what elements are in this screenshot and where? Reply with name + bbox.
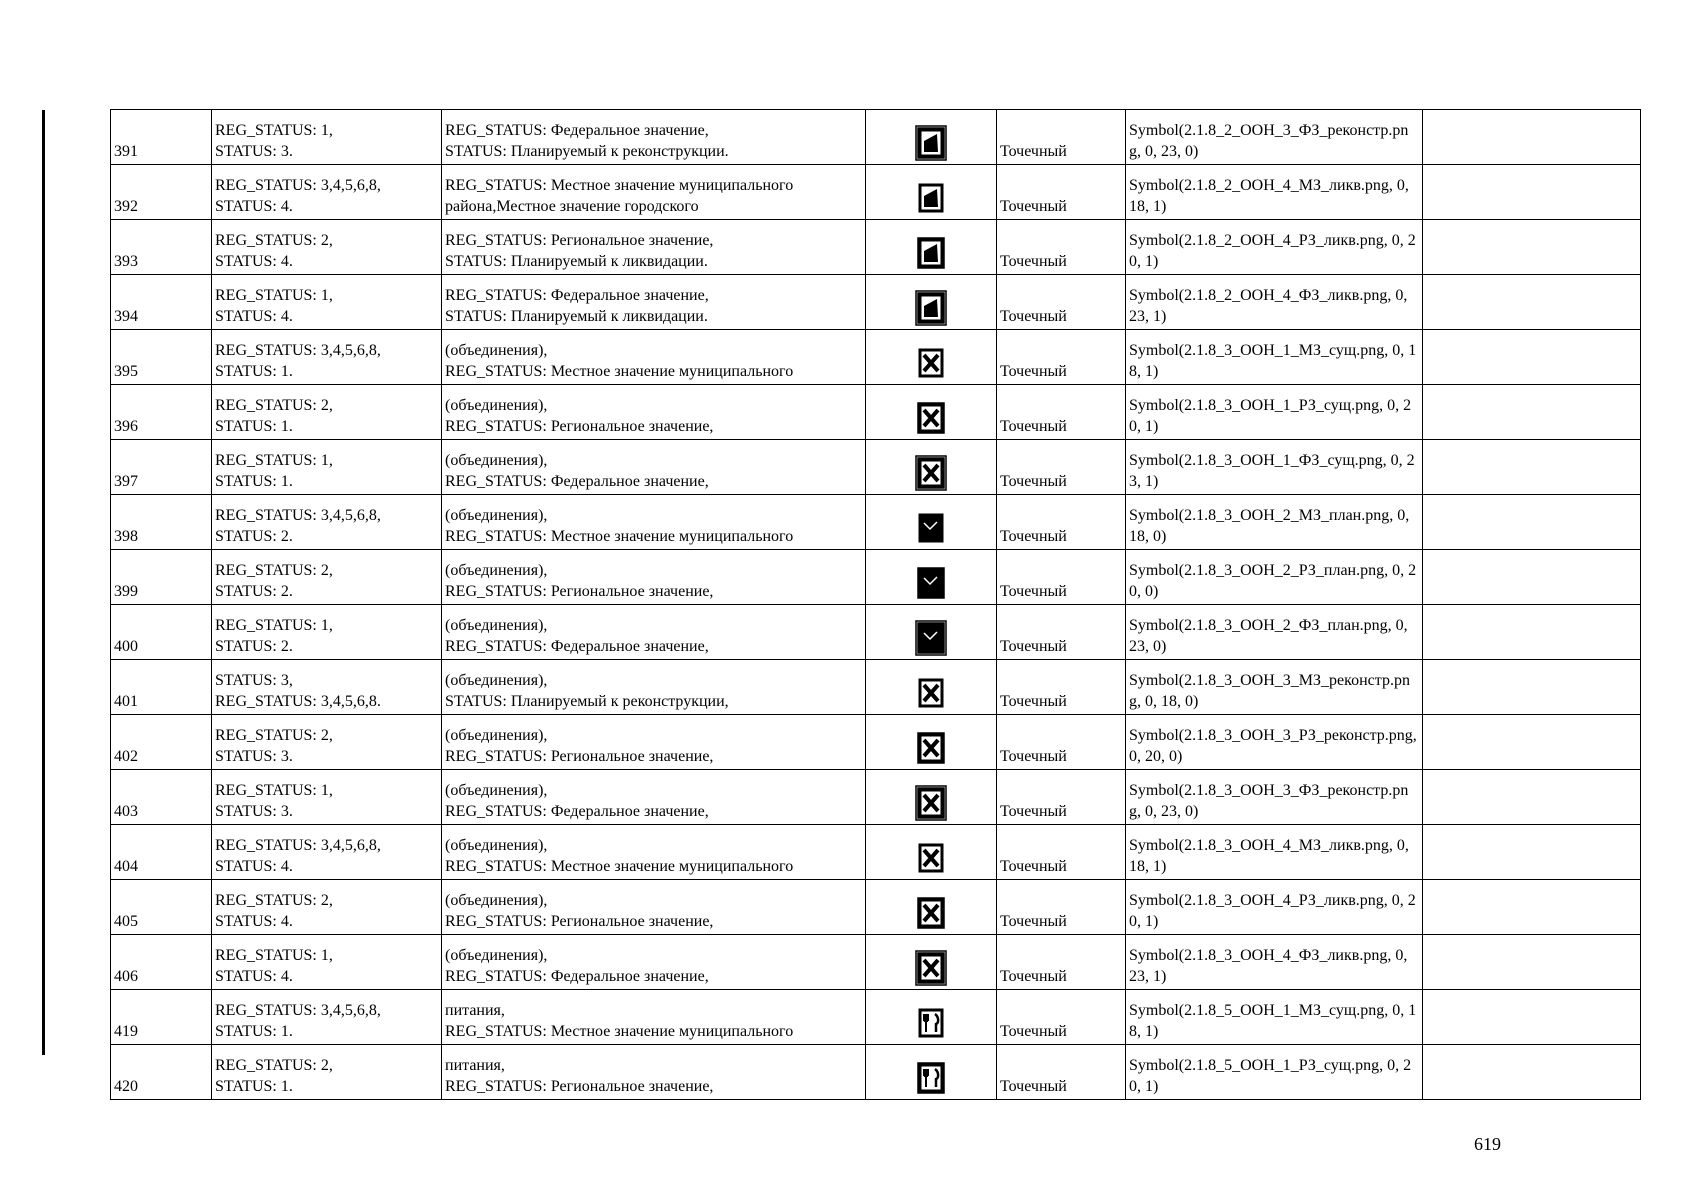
description-cell (442, 440, 866, 495)
status-condition-cell (212, 220, 442, 275)
cross-box-reconstruct-local-icon (915, 674, 947, 712)
description-line: (объединения), (445, 507, 548, 524)
status-condition-cell (212, 495, 442, 550)
status-condition-line: REG_STATUS: 1, (215, 287, 333, 304)
description-cell (442, 660, 866, 715)
description-cell (442, 715, 866, 770)
description-line: (объединения), (445, 397, 548, 414)
status-condition-cell (212, 550, 442, 605)
status-condition-cell (212, 660, 442, 715)
row-number: 402 (111, 715, 212, 770)
symbol-definition-cell: Symbol(2.1.8_5_ООН_1_МЗ_сущ.png, 0, 18, 1) (1126, 990, 1423, 1045)
status-condition-line: STATUS: 3. (215, 143, 293, 160)
row-number: 395 (111, 330, 212, 385)
status-condition-line: STATUS: 2. (215, 583, 293, 600)
symbol-preview-cell (866, 440, 997, 495)
description-cell (442, 220, 866, 275)
geometry-type-cell: Точечный (997, 715, 1126, 770)
symbol-definition-cell: Symbol(2.1.8_2_ООН_3_ФЗ_реконстр.png, 0, 23, 0) (1126, 110, 1423, 165)
symbol-preview-cell (866, 220, 997, 275)
description-line: REG_STATUS: Региональное значение, (445, 913, 714, 930)
symbol-definition-cell: Symbol(2.1.8_5_ООН_1_РЗ_сущ.png, 0, 20, 1) (1126, 1045, 1423, 1100)
symbol-preview-cell (866, 715, 997, 770)
empty-cell (1423, 550, 1641, 605)
geometry-type-cell: Точечный (997, 110, 1126, 165)
description-line: питания, (445, 1002, 505, 1019)
symbol-definition-cell: Symbol(2.1.8_2_ООН_4_РЗ_ликв.png, 0, 20, 1) (1126, 220, 1423, 275)
status-condition-cell (212, 880, 442, 935)
status-condition-cell (212, 275, 442, 330)
symbol-preview-cell (866, 110, 997, 165)
table-row (111, 165, 1641, 220)
description-cell (442, 990, 866, 1045)
description-cell (442, 330, 866, 385)
status-condition-line: REG_STATUS: 2, (215, 562, 333, 579)
status-condition-line: STATUS: 1. (215, 1078, 293, 1095)
table-row (111, 495, 1641, 550)
symbol-definition-cell: Symbol(2.1.8_3_ООН_2_ФЗ_план.png, 0, 23, 0) (1126, 605, 1423, 660)
geometry-type-cell: Точечный (997, 385, 1126, 440)
empty-cell (1423, 275, 1641, 330)
symbol-preview-cell (866, 880, 997, 935)
status-condition-line: REG_STATUS: 2, (215, 892, 333, 909)
building-reconstruct-federal-icon (915, 124, 947, 162)
empty-cell (1423, 165, 1641, 220)
table-row (111, 605, 1641, 660)
geometry-type-cell: Точечный (997, 935, 1126, 990)
empty-cell (1423, 330, 1641, 385)
status-condition-line: REG_STATUS: 2, (215, 727, 333, 744)
description-cell (442, 605, 866, 660)
filled-box-planned-regional-icon (915, 564, 947, 602)
symbol-preview-cell (866, 660, 997, 715)
description-line: REG_STATUS: Региональное значение, (445, 583, 714, 600)
description-cell (442, 825, 866, 880)
table-row (111, 1045, 1641, 1100)
symbol-preview-cell (866, 605, 997, 660)
symbol-preview-cell (866, 330, 997, 385)
description-line: (объединения), (445, 837, 548, 854)
status-condition-line: REG_STATUS: 3,4,5,6,8, (215, 1002, 381, 1019)
description-line: REG_STATUS: Региональное значение, (445, 748, 714, 765)
row-number: 403 (111, 770, 212, 825)
row-number: 396 (111, 385, 212, 440)
empty-cell (1423, 935, 1641, 990)
symbol-definition-cell: Symbol(2.1.8_3_ООН_4_МЗ_ликв.png, 0, 18, 1) (1126, 825, 1423, 880)
table-row (111, 550, 1641, 605)
cross-box-existing-federal-icon (915, 454, 947, 492)
description-line: REG_STATUS: Федеральное значение, (445, 968, 709, 985)
row-number: 400 (111, 605, 212, 660)
fork-knife-existing-local-icon (915, 1004, 947, 1042)
row-number: 420 (111, 1045, 212, 1100)
description-line: STATUS: Планируемый к ликвидации. (445, 308, 708, 325)
symbol-preview-cell (866, 165, 997, 220)
empty-cell (1423, 110, 1641, 165)
description-cell (442, 385, 866, 440)
status-condition-cell (212, 385, 442, 440)
description-line: REG_STATUS: Федеральное значение, (445, 122, 709, 139)
description-cell (442, 770, 866, 825)
description-cell (442, 1045, 866, 1100)
geometry-type-cell: Точечный (997, 770, 1126, 825)
status-condition-line: REG_STATUS: 3,4,5,6,8, (215, 837, 381, 854)
table-row (111, 330, 1641, 385)
description-line: (объединения), (445, 782, 548, 799)
status-condition-line: STATUS: 4. (215, 308, 293, 325)
status-condition-line: STATUS: 4. (215, 253, 293, 270)
building-liquidate-regional-icon (915, 234, 947, 272)
description-cell (442, 110, 866, 165)
row-number: 392 (111, 165, 212, 220)
empty-cell (1423, 495, 1641, 550)
description-line: REG_STATUS: Федеральное значение, (445, 287, 709, 304)
row-number: 394 (111, 275, 212, 330)
cross-box-reconstruct-federal-icon (915, 784, 947, 822)
geometry-type-cell: Точечный (997, 825, 1126, 880)
symbol-preview-cell (866, 825, 997, 880)
empty-cell (1423, 220, 1641, 275)
empty-cell (1423, 385, 1641, 440)
table-row (111, 275, 1641, 330)
status-condition-line: STATUS: 3. (215, 803, 293, 820)
description-line: STATUS: Планируемый к ликвидации. (445, 253, 708, 270)
geometry-type-cell: Точечный (997, 440, 1126, 495)
table-row (111, 440, 1641, 495)
description-line: STATUS: Планируемый к реконструкции. (445, 143, 729, 160)
symbol-table (110, 109, 1641, 1100)
status-condition-line: STATUS: 2. (215, 528, 293, 545)
description-line: STATUS: Планируемый к реконструкции, (445, 693, 729, 710)
description-cell (442, 275, 866, 330)
status-condition-line: REG_STATUS: 2, (215, 397, 333, 414)
geometry-type-cell: Точечный (997, 880, 1126, 935)
status-condition-line: STATUS: 3, (215, 672, 293, 689)
description-line: REG_STATUS: Местное значение муниципального (445, 1023, 794, 1040)
geometry-type-cell: Точечный (997, 660, 1126, 715)
table-row (111, 990, 1641, 1045)
row-number: 419 (111, 990, 212, 1045)
page-number: 619 (1474, 1134, 1501, 1154)
description-cell (442, 495, 866, 550)
status-condition-cell (212, 1045, 442, 1100)
empty-cell (1423, 825, 1641, 880)
symbol-definition-cell: Symbol(2.1.8_3_ООН_2_РЗ_план.png, 0, 20, 0) (1126, 550, 1423, 605)
table-row (111, 935, 1641, 990)
status-condition-cell (212, 825, 442, 880)
status-condition-line: STATUS: 4. (215, 858, 293, 875)
symbol-definition-cell: Symbol(2.1.8_3_ООН_3_РЗ_реконстр.png, 0, 20, 0) (1126, 715, 1423, 770)
status-condition-line: STATUS: 1. (215, 473, 293, 490)
status-condition-line: STATUS: 1. (215, 418, 293, 435)
symbol-definition-cell: Symbol(2.1.8_3_ООН_1_МЗ_сущ.png, 0, 18, 1) (1126, 330, 1423, 385)
row-number: 405 (111, 880, 212, 935)
status-condition-line: REG_STATUS: 3,4,5,6,8, (215, 507, 381, 524)
status-condition-cell (212, 165, 442, 220)
description-line: REG_STATUS: Региональное значение, (445, 1078, 714, 1095)
status-condition-line: REG_STATUS: 1, (215, 122, 333, 139)
table-row (111, 660, 1641, 715)
description-line: REG_STATUS: Местное значение муниципального (445, 858, 794, 875)
description-line: (объединения), (445, 947, 548, 964)
row-number: 399 (111, 550, 212, 605)
status-condition-cell (212, 110, 442, 165)
status-condition-line: STATUS: 4. (215, 198, 293, 215)
status-condition-line: STATUS: 2. (215, 638, 293, 655)
row-number: 401 (111, 660, 212, 715)
status-condition-line: REG_STATUS: 3,4,5,6,8, (215, 177, 381, 194)
table-row (111, 770, 1641, 825)
description-line: REG_STATUS: Местное значение муниципального (445, 177, 794, 194)
description-line: района,Местное значение городского (445, 198, 699, 215)
description-line: REG_STATUS: Региональное значение, (445, 418, 714, 435)
empty-cell (1423, 880, 1641, 935)
symbol-preview-cell (866, 935, 997, 990)
left-margin-rule (42, 110, 45, 1055)
symbol-preview-cell (866, 990, 997, 1045)
cross-box-liquidate-federal-icon (915, 949, 947, 987)
symbol-definition-cell: Symbol(2.1.8_3_ООН_4_РЗ_ликв.png, 0, 20, 1) (1126, 880, 1423, 935)
geometry-type-cell: Точечный (997, 330, 1126, 385)
cross-box-existing-regional-icon (915, 399, 947, 437)
empty-cell (1423, 1045, 1641, 1100)
description-line: (объединения), (445, 892, 548, 909)
symbol-definition-cell: Symbol(2.1.8_3_ООН_3_МЗ_реконстр.png, 0, 18, 0) (1126, 660, 1423, 715)
geometry-type-cell: Точечный (997, 605, 1126, 660)
status-condition-line: REG_STATUS: 3,4,5,6,8, (215, 342, 381, 359)
geometry-type-cell: Точечный (997, 990, 1126, 1045)
status-condition-line: REG_STATUS: 2, (215, 232, 333, 249)
status-condition-cell (212, 605, 442, 660)
row-number: 398 (111, 495, 212, 550)
table-row (111, 220, 1641, 275)
symbol-preview-cell (866, 495, 997, 550)
geometry-type-cell: Точечный (997, 1045, 1126, 1100)
empty-cell (1423, 660, 1641, 715)
geometry-type-cell: Точечный (997, 550, 1126, 605)
fork-knife-existing-regional-icon (915, 1059, 947, 1097)
symbol-definition-cell: Symbol(2.1.8_3_ООН_3_ФЗ_реконстр.png, 0, 23, 0) (1126, 770, 1423, 825)
status-condition-cell (212, 440, 442, 495)
status-condition-cell (212, 990, 442, 1045)
symbol-definition-cell: Symbol(2.1.8_3_ООН_2_МЗ_план.png, 0, 18, 0) (1126, 495, 1423, 550)
empty-cell (1423, 715, 1641, 770)
row-number: 391 (111, 110, 212, 165)
cross-box-liquidate-local-icon (915, 839, 947, 877)
status-condition-cell (212, 715, 442, 770)
symbol-preview-cell (866, 1045, 997, 1100)
status-condition-line: STATUS: 3. (215, 748, 293, 765)
table-row (111, 110, 1641, 165)
geometry-type-cell: Точечный (997, 165, 1126, 220)
description-line: питания, (445, 1057, 505, 1074)
empty-cell (1423, 770, 1641, 825)
symbol-definition-cell: Symbol(2.1.8_3_ООН_1_ФЗ_сущ.png, 0, 23, 1) (1126, 440, 1423, 495)
status-condition-cell (212, 330, 442, 385)
building-liquidate-federal-icon (915, 289, 947, 327)
description-line: REG_STATUS: Федеральное значение, (445, 638, 709, 655)
status-condition-line: REG_STATUS: 1, (215, 947, 333, 964)
symbol-definition-cell: Symbol(2.1.8_2_ООН_4_МЗ_ликв.png, 0, 18, 1) (1126, 165, 1423, 220)
symbol-definition-cell: Symbol(2.1.8_2_ООН_4_ФЗ_ликв.png, 0, 23, 1) (1126, 275, 1423, 330)
table-row (111, 825, 1641, 880)
description-line: REG_STATUS: Федеральное значение, (445, 803, 709, 820)
filled-box-planned-local-icon (915, 509, 947, 547)
symbol-preview-cell (866, 770, 997, 825)
building-liquidate-local-icon (915, 179, 947, 217)
empty-cell (1423, 605, 1641, 660)
status-condition-line: STATUS: 4. (215, 968, 293, 985)
geometry-type-cell: Точечный (997, 275, 1126, 330)
description-cell (442, 550, 866, 605)
description-line: (объединения), (445, 452, 548, 469)
cross-box-existing-local-icon (915, 344, 947, 382)
status-condition-line: REG_STATUS: 1, (215, 452, 333, 469)
description-line: (объединения), (445, 672, 548, 689)
row-number: 404 (111, 825, 212, 880)
row-number: 397 (111, 440, 212, 495)
table-row (111, 385, 1641, 440)
status-condition-line: STATUS: 4. (215, 913, 293, 930)
geometry-type-cell: Точечный (997, 220, 1126, 275)
status-condition-line: REG_STATUS: 2, (215, 1057, 333, 1074)
status-condition-line: REG_STATUS: 1, (215, 617, 333, 634)
symbol-definition-cell: Symbol(2.1.8_3_ООН_1_РЗ_сущ.png, 0, 20, 1) (1126, 385, 1423, 440)
table-row (111, 880, 1641, 935)
description-line: (объединения), (445, 617, 548, 634)
symbol-preview-cell (866, 550, 997, 605)
status-condition-line: REG_STATUS: 1, (215, 782, 333, 799)
description-line: (объединения), (445, 342, 548, 359)
row-number: 406 (111, 935, 212, 990)
description-line: REG_STATUS: Региональное значение, (445, 232, 714, 249)
description-cell (442, 935, 866, 990)
description-line: (объединения), (445, 727, 548, 744)
cross-box-liquidate-regional-icon (915, 894, 947, 932)
status-condition-line: STATUS: 1. (215, 363, 293, 380)
symbol-definition-cell: Symbol(2.1.8_3_ООН_4_ФЗ_ликв.png, 0, 23, 1) (1126, 935, 1423, 990)
table-row (111, 715, 1641, 770)
status-condition-cell (212, 770, 442, 825)
geometry-type-cell: Точечный (997, 495, 1126, 550)
description-line: (объединения), (445, 562, 548, 579)
status-condition-line: REG_STATUS: 3,4,5,6,8. (215, 693, 381, 710)
description-line: REG_STATUS: Местное значение муниципального (445, 363, 794, 380)
description-cell (442, 880, 866, 935)
description-line: REG_STATUS: Местное значение муниципального (445, 528, 794, 545)
description-line: REG_STATUS: Федеральное значение, (445, 473, 709, 490)
description-cell (442, 165, 866, 220)
symbol-preview-cell (866, 385, 997, 440)
cross-box-reconstruct-regional-icon (915, 729, 947, 767)
row-number: 393 (111, 220, 212, 275)
symbol-preview-cell (866, 275, 997, 330)
filled-box-planned-federal-icon (915, 619, 947, 657)
empty-cell (1423, 440, 1641, 495)
status-condition-cell (212, 935, 442, 990)
empty-cell (1423, 990, 1641, 1045)
status-condition-line: STATUS: 1. (215, 1023, 293, 1040)
